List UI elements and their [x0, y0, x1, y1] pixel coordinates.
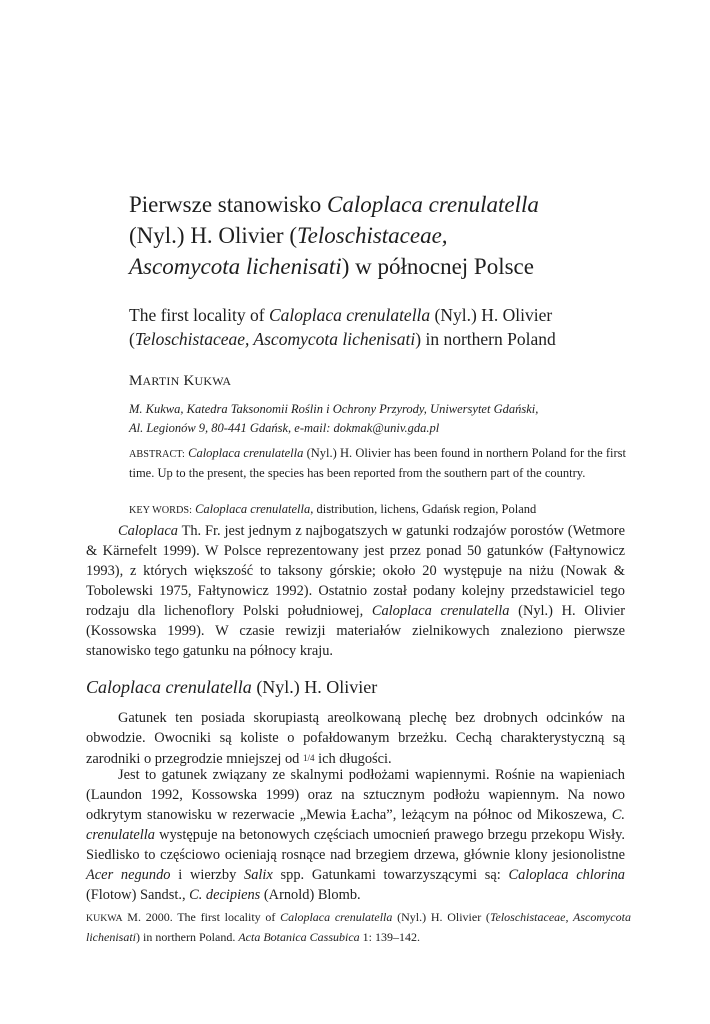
title-family: Teloschistaceae,: [297, 223, 448, 248]
description-paragraph: [86, 708, 625, 769]
species-name: Caloplaca crenulatella: [371, 603, 510, 619]
citation-text: 1: 139–142.: [359, 930, 420, 944]
subtitle-part: (: [129, 329, 135, 349]
title-species: Caloplaca crenulatella: [327, 192, 539, 217]
paragraph-text: Gatunek ten posiada skorupiastą areolkowaną plechę bez drobnych odcinków na obwodzie. Owocniki są koliste o pofałdowanym brzeżku. Cechą charakterystyczną są zarodniki o przegrodzie mniejszej od: [86, 710, 625, 767]
title-part: ) w północnej Polsce: [341, 254, 534, 279]
affiliation-line: Al. Legionów 9, 80-441 Gdańsk, e-mail: dokmak@univ.gda.pl: [129, 421, 440, 435]
habitat-paragraph: [86, 765, 625, 905]
title-class: Ascomycota lichenisati: [129, 254, 342, 279]
keywords-species: Caloplaca crenulatella: [195, 502, 311, 516]
paragraph-text: i wierzby: [170, 867, 245, 883]
section-species: Caloplaca crenulatella: [86, 677, 252, 697]
section-author: (Nyl.) H. Olivier: [251, 677, 378, 697]
affiliation-line: M. Kukwa, Katedra Taksonomii Roślin i Ochrony Przyrody, Uniwersytet Gdański,: [129, 402, 539, 416]
title-part: (Nyl.) H. Olivier (: [129, 223, 297, 248]
citation-footer: [86, 908, 631, 946]
citation-author: KUKWA: [86, 913, 123, 924]
intro-paragraph: [86, 521, 625, 661]
paragraph-text: (Nyl.) H. Olivier (Kossowska 1999). W czasie rewizji materiałów zielnikowych znaleziono pierwsze stanowisko tego gatunku na północy kraju.: [86, 603, 625, 659]
citation-text: ) in northern Poland.: [136, 930, 239, 944]
section-heading: [86, 677, 377, 698]
author-affiliation: [129, 400, 629, 438]
keywords: [129, 500, 629, 520]
author-first-rest: ARTIN: [142, 374, 180, 388]
species-name: Caloplaca chlorina: [508, 867, 625, 883]
paragraph-text: Jest to gatunek związany ze skalnymi podłożami wapiennymi. Rośnie na wapieniach (Laundon 1992, Kossowska 1999) oraz na sztucznym podłożu wapiennym. Na nowo odkrytym stanowisku w rezerwacie „Mewia Łacha”, leżącym na północ od Mikoszewa,: [86, 767, 625, 823]
subtitle-species: Caloplaca crenulatella: [268, 305, 431, 325]
keywords-label: KEY WORDS:: [129, 505, 192, 516]
genus-name: Caloplaca: [118, 523, 178, 539]
citation-journal: Acta Botanica Cassubica: [238, 930, 360, 944]
abstract-label: ABSTRACT:: [129, 449, 185, 460]
article-subtitle: [129, 303, 649, 351]
subtitle-family: Teloschistaceae, Ascomycota lichenisati: [134, 329, 416, 349]
paragraph-text: występuje na betonowych częściach umocnień prawego brzegu przekopu Wisły. Siedlisko to częściowo ocieniają rosnące nad brzegiem drzewa, głównie klony jesionolistne: [86, 827, 625, 863]
paragraph-text: spp. Gatunkami towarzyszącymi są:: [272, 867, 509, 883]
keywords-text: , distribution, lichens, Gdańsk region, Poland: [310, 502, 537, 516]
author-last-rest: UKWA: [194, 374, 232, 388]
author-last-initial: K: [183, 373, 195, 389]
paragraph-text: Th. Fr. jest jednym z najbogatszych w gatunki rodzajów porostów (Wetmore & Kärnefelt 1999). W Polsce reprezentowany jest przez ponad 50 gatunków (Fałtynowicz 1993), z których większość to taksony górskie; około 20 występuje na niżu (Nowak & Tobolewski 1975, Fałtynowicz 1992). Ostatnio został podany kolejny przedstawiciel tego rodzaju dla lichenoflory Polski południowej,: [86, 523, 625, 619]
author-first-initial: M: [129, 373, 143, 389]
genus-name: Salix: [244, 867, 273, 883]
species-name: Acer negundo: [86, 867, 171, 883]
species-name: C. decipiens: [189, 887, 261, 903]
abstract-text: (Nyl.) H. Olivier has been found in northern Poland for the first time. Up to the present, the species has been reported from the southern part of the country.: [129, 446, 626, 480]
subtitle-part: ) in northern Poland: [415, 329, 556, 349]
paragraph-text: ich długości.: [314, 751, 392, 767]
citation-text: M. 2000. The first locality of: [122, 910, 281, 924]
citation-text: (Nyl.) H. Olivier (: [392, 910, 490, 924]
abstract: [129, 444, 626, 482]
paragraph-text: (Flotow) Sandst.,: [86, 887, 190, 903]
author-name: [129, 373, 231, 390]
citation-species: Caloplaca crenulatella: [280, 910, 393, 924]
paragraph-text: (Arnold) Blomb.: [260, 887, 361, 903]
citation-family: Teloschistaceae, Ascomycota lichenisati: [86, 910, 631, 944]
subtitle-part: (Nyl.) H. Olivier: [430, 305, 553, 325]
abstract-species: Caloplaca crenulatella: [188, 446, 304, 460]
fraction: 1/4: [302, 753, 315, 763]
species-name: C. crenulatella: [86, 807, 625, 843]
article-title: [129, 189, 639, 282]
title-part: Pierwsze stanowisko: [129, 192, 328, 217]
subtitle-part: The first locality of: [129, 305, 269, 325]
